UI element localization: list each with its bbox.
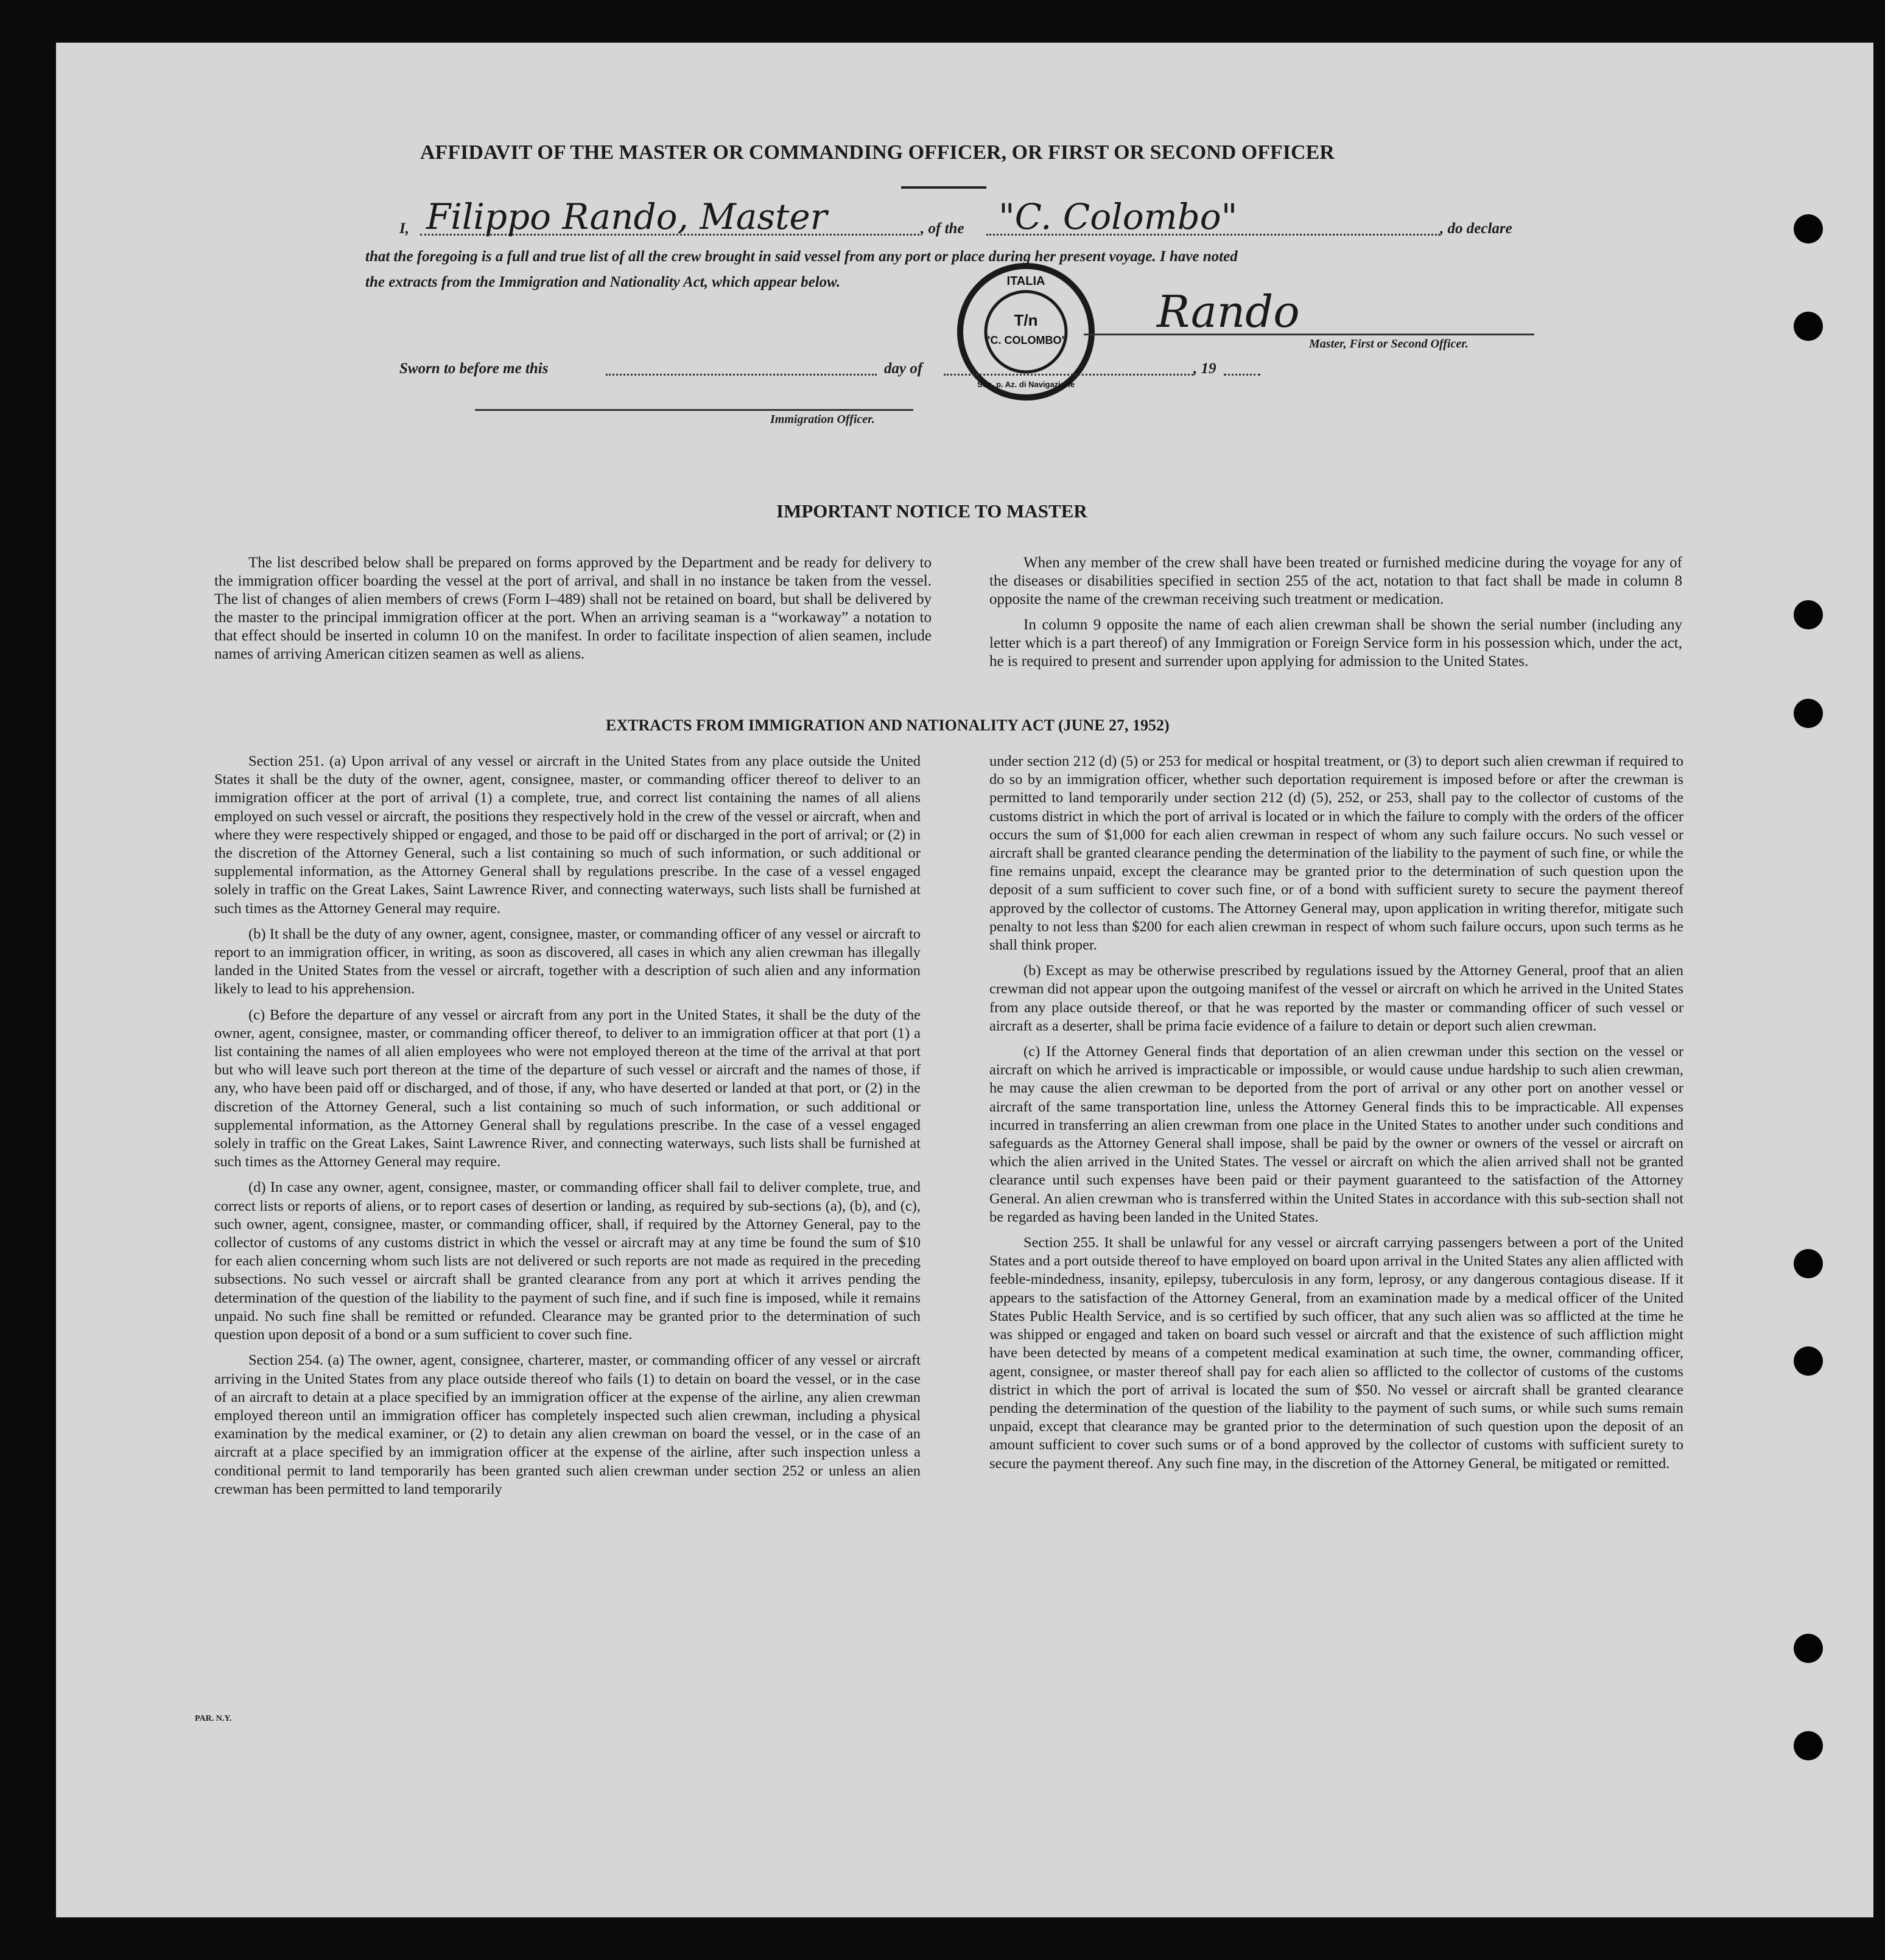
sworn-day-line — [606, 374, 877, 376]
statute-paragraph: (d) In case any owner, agent, consignee, master, or commanding officer shall fail to deliver complete, true, and correct lists or reports of aliens, or to report cases of desertion or landing, as required by sub-sections (a), (b), and (c), such owner, agent, consignee, master, or commanding officer, shall, if required by the Attorney General, pay to the collector of customs of any customs district in which the vessel or aircraft may at any time be found the sum of $10 for each alien concerning whom such lists are not delivered or such reports are not made as required in the preceding subsections. No such vessel or aircraft shall be granted clearance from any port at which it arrives pending the determination of the question of the liability to the payment of such fine, and if such fine is imposed, while it remains unpaid. No such fine shall be remitted or refunded. Clearance may be granted prior to the determination of such question upon deposit of a bond or a sum sufficient to cover such fine. — [214, 1179, 921, 1343]
statute-paragraph: (c) Before the departure of any vessel or aircraft from any port in the United States, it shall be the duty of the owner, agent, consignee, master, or commanding officer thereof, to deliver to an immigration officer at that port (1) a list containing the names of all alien employees who were not employed thereon at the time of the arrival at that port but who will leave such port thereon at the time of the departure of such vessel or aircraft and the names of those, if any, who have been paid off or discharged, and of those, if any, who have deserted or landed at that port, or (2) in the discretion of the Attorney General, such a list containing so much of such information, or such additional or supplemental information, as the Attorney General shall by regulations prescribe. In the case of a vessel engaged solely in traffic on the Great Lakes, Saint Lawrence River, and connecting waterways, such lists shall be furnished at such times as the Attorney General may require. — [214, 1006, 921, 1171]
affidavit-i: I, — [399, 220, 409, 237]
extracts-right-column — [989, 752, 1683, 1708]
master-signature: Rando — [1157, 286, 1300, 337]
vessel-handwriting: "C. Colombo" — [999, 196, 1238, 237]
title-rule — [901, 186, 986, 189]
notice-paragraph: In column 9 opposite the name of each alien crewman shall be shown the serial number (including any letter which is a part thereof) of any Immigration or Foreign Service form in his possession which, under the act, he is required to present and surrender upon applying for admission to the United States. — [989, 617, 1682, 670]
punch-hole — [1794, 699, 1823, 728]
punch-hole — [1794, 1249, 1823, 1278]
punch-hole — [1794, 214, 1823, 243]
svg-text:"C. COLOMBO": "C. COLOMBO" — [985, 334, 1067, 346]
statute-paragraph: (c) If the Attorney General finds that deportation of an alien crewman under this section on the vessel or aircraft on which he arrived is impracticable or impossible, or would cause undue hardship to such alien crewman, he may cause the alien crewman to be deported from the port of arrival or any other port on another vessel or aircraft of the same transportation line, unless the Attorney General finds this to be impracticable. All expenses incurred in transferring an alien crewman from one place in the United States to another under such conditions and safeguards as the Attorney General shall impose, shall be paid by the owner or owners of the vessel or aircraft on which the alien arrived in the United States. The vessel or aircraft on which the alien arrived shall not be granted clearance until such expenses have been paid or their payment guaranteed to the satisfaction of the Attorney General. An alien crewman who is transferred within the United States in accordance with this sub-section shall not be regarded as having been landed in the United States. — [989, 1043, 1683, 1225]
notice-paragraph: When any member of the crew shall have been treated or furnished medicine during the voyage for any of the diseases or disabilities specified in section 255 of the act, notation to that fact shall be made in column 8 opposite the name of the crewman receiving such treatment or medication. — [989, 555, 1682, 607]
svg-text:Soc. p. Az. di Navigazione: Soc. p. Az. di Navigazione — [977, 380, 1075, 389]
punch-hole — [1794, 1346, 1823, 1376]
notice-paragraph: The list described below shall be prepared on forms approved by the Department and be ready for delivery to the immigration officer boarding the vessel at the port of arrival, and shall in no instance be taken from the vessel. The list of changes of alien members of crews (Form I–489) shall not be retained on board, but shall be delivered by the master to the principal immigration officer at the port. When an arriving seaman is a “workaway” a notation to that effect should be inserted in column 10 on the manifest. In order to facilitate inspection of alien seamen, include names of arriving American citizen seamen as well as aliens. — [214, 555, 932, 662]
day-of-label: day of — [884, 360, 923, 377]
punch-hole — [1794, 1731, 1823, 1760]
officer-line — [475, 409, 913, 411]
notice-title: IMPORTANT NOTICE TO MASTER — [776, 500, 1087, 522]
punch-hole — [1794, 312, 1823, 341]
sworn-month-line — [944, 374, 1193, 376]
sworn-year-line — [1224, 374, 1260, 376]
svg-text:T/n: T/n — [1014, 311, 1038, 329]
ship-company-stamp — [956, 262, 1096, 402]
extracts-title: EXTRACTS FROM IMMIGRATION AND NATIONALITY ACT (JUNE 27, 1952) — [606, 716, 1170, 734]
affidavit-line-2: that the foregoing is a full and true list of all the crew brought in said vessel from any port or place during her present voyage. I have noted — [365, 248, 1238, 265]
signature-caption: Master, First or Second Officer. — [1309, 337, 1469, 351]
statute-paragraph: Section 255. It shall be unlawful for any vessel or aircraft carrying passengers between a port of the United States and a port outside thereof to have employed on board upon arrival in the United States any alien afflicted with feeble-mindedness, insanity, epilepsy, tuberculosis in any form, leprosy, or any dangerous contagious disease. If it appears to the satisfaction of the Attorney General, from an examination made by a medical officer of the United States Public Health Service, and is so certified by such officer, that any such alien was so afflicted at the time he was shipped or engaged and taken on board such vessel or aircraft and that the existence of such affliction might have been detected by means of a competent medical examination at such time, the owner, commanding officer, agent, consignee, or master thereof shall pay for each alien so afflicted to the collector of customs of the customs district in which the port of arrival is located the sum of $50. No vessel or aircraft shall be granted clearance pending the determination of the question of the liability to the payment of such sums, or while such sums remain unpaid, except that clearance may be granted prior to the determination of such question upon the deposit of an amount sufficient to cover such sums or of a bond approved by the collector of customs with sufficient surety to secure the payment thereof. Any such fine may, in the discretion of the Attorney General, be mitigated or remitted. — [989, 1234, 1683, 1472]
notice-right-column — [989, 554, 1682, 707]
svg-text:ITALIA: ITALIA — [1006, 275, 1045, 288]
extracts-left-column — [214, 752, 921, 1708]
statute-paragraph: Section 254. (a) The owner, agent, consignee, charterer, master, or commanding officer of any vessel or aircraft arriving in the United States from any place outside thereof who fails (1) to detain on board the vessel, or in the case of an aircraft to detain at a place specified by an immigration officer at the expense of the airline, any alien crewman employed thereon until an immigration officer has completely inspected such alien crewman, including a physical examination by the medical examiner, or (2) to detain any alien crewman on board the vessel, or in the case of an aircraft at a place specified by an immigration officer at the expense of the airline, after such inspection unless a conditional permit to land temporarily has been granted such alien crewman under section 252 or unless an alien crewman has been permitted to land temporarily — [214, 1352, 921, 1497]
statute-paragraph: Section 251. (a) Upon arrival of any vessel or aircraft in the United States from any place outside the United States it shall be the duty of the owner, agent, consignee, master, or commanding officer thereof to deliver to an immigration officer at the port of arrival (1) a complete, true, and correct list containing the names of all aliens employed on such vessel or aircraft, the positions they respectively hold in the crew of the vessel or aircraft, when and where they were respectively shipped or engaged, and those to be paid off or discharged in the port of arrival; or (2) in the discretion of the Attorney General, such a list containing so much of such information, or such additional or supplemental information, as the Attorney General shall by regulations prescribe. In the case of a vessel engaged solely in traffic on the Great Lakes, Saint Lawrence River, and connecting waterways, such lists shall be furnished at such times as the Attorney General may require. — [214, 753, 921, 917]
officer-caption: Immigration Officer. — [770, 413, 875, 426]
do-declare-label: , do declare — [1440, 220, 1512, 237]
punch-hole — [1794, 1634, 1823, 1663]
year-prefix-label: , 19 — [1193, 360, 1216, 377]
affidavit-line-3: the extracts from the Immigration and Nationality Act, which appear below. — [365, 274, 841, 290]
statute-paragraph: (b) Except as may be otherwise prescribed by regulations issued by the Attorney General, proof that an alien crewman did not appear upon the outgoing manifest of the vessel or aircraft on which he arrived in the United States from any place outside thereof, or that he was reported by the master or commanding officer of such vessel or aircraft as a deserter, shall be prima facie evidence of a failure to detain or deport such alien crewman. — [989, 962, 1683, 1034]
declarant-handwriting: Filippo Rando, Master — [426, 196, 827, 237]
statute-paragraph: (b) It shall be the duty of any owner, agent, consignee, master, or commanding officer of any vessel or aircraft to report to an immigration officer, in writing, as soon as discovered, all cases in which any alien crewman has illegally landed in the United States from the vessel or aircraft, together with a description of such alien and any information likely to lead to his apprehension. — [214, 925, 921, 998]
statute-paragraph: under section 212 (d) (5) or 253 for medical or hospital treatment, or (3) to deport such alien crewman if required to do so by an immigration officer, whether such deportation requirement is imposed before or after the crewman is permitted to land temporarily under section 212 (d) (5), 252, or 253, shall pay to the collector of customs of the customs district in which the port of arrival is located or in which the failure to comply with the orders of the officer occurs the sum of $1,000 for each alien crewman in respect of whom any such failure occurs. No such vessel or aircraft shall be granted clearance pending the determination of the liability to the payment of such fine, or while the fine remains unpaid, except the clearance may be granted prior to the determination of such question upon the deposit of a sum sufficient to cover such fine, or of a bond with sufficient surety to secure the payment thereof approved by the collector of customs. The Attorney General may, upon application in writing therefor, mitigate such penalty to not less than $200 for each alien crewman in respect of whom such failure occurs, upon such terms as he shall think proper. — [989, 753, 1683, 954]
of-the-label: , of the — [921, 220, 964, 237]
punch-hole — [1794, 600, 1823, 629]
affidavit-title: AFFIDAVIT OF THE MASTER OR COMMANDING OFFICER, OR FIRST OR SECOND OFFICER — [420, 141, 1335, 164]
printer-mark: PAR. N.Y. — [195, 1714, 232, 1723]
sworn-label: Sworn to before me this — [399, 360, 549, 377]
notice-left-column — [214, 554, 932, 700]
signature-line — [1084, 334, 1534, 335]
